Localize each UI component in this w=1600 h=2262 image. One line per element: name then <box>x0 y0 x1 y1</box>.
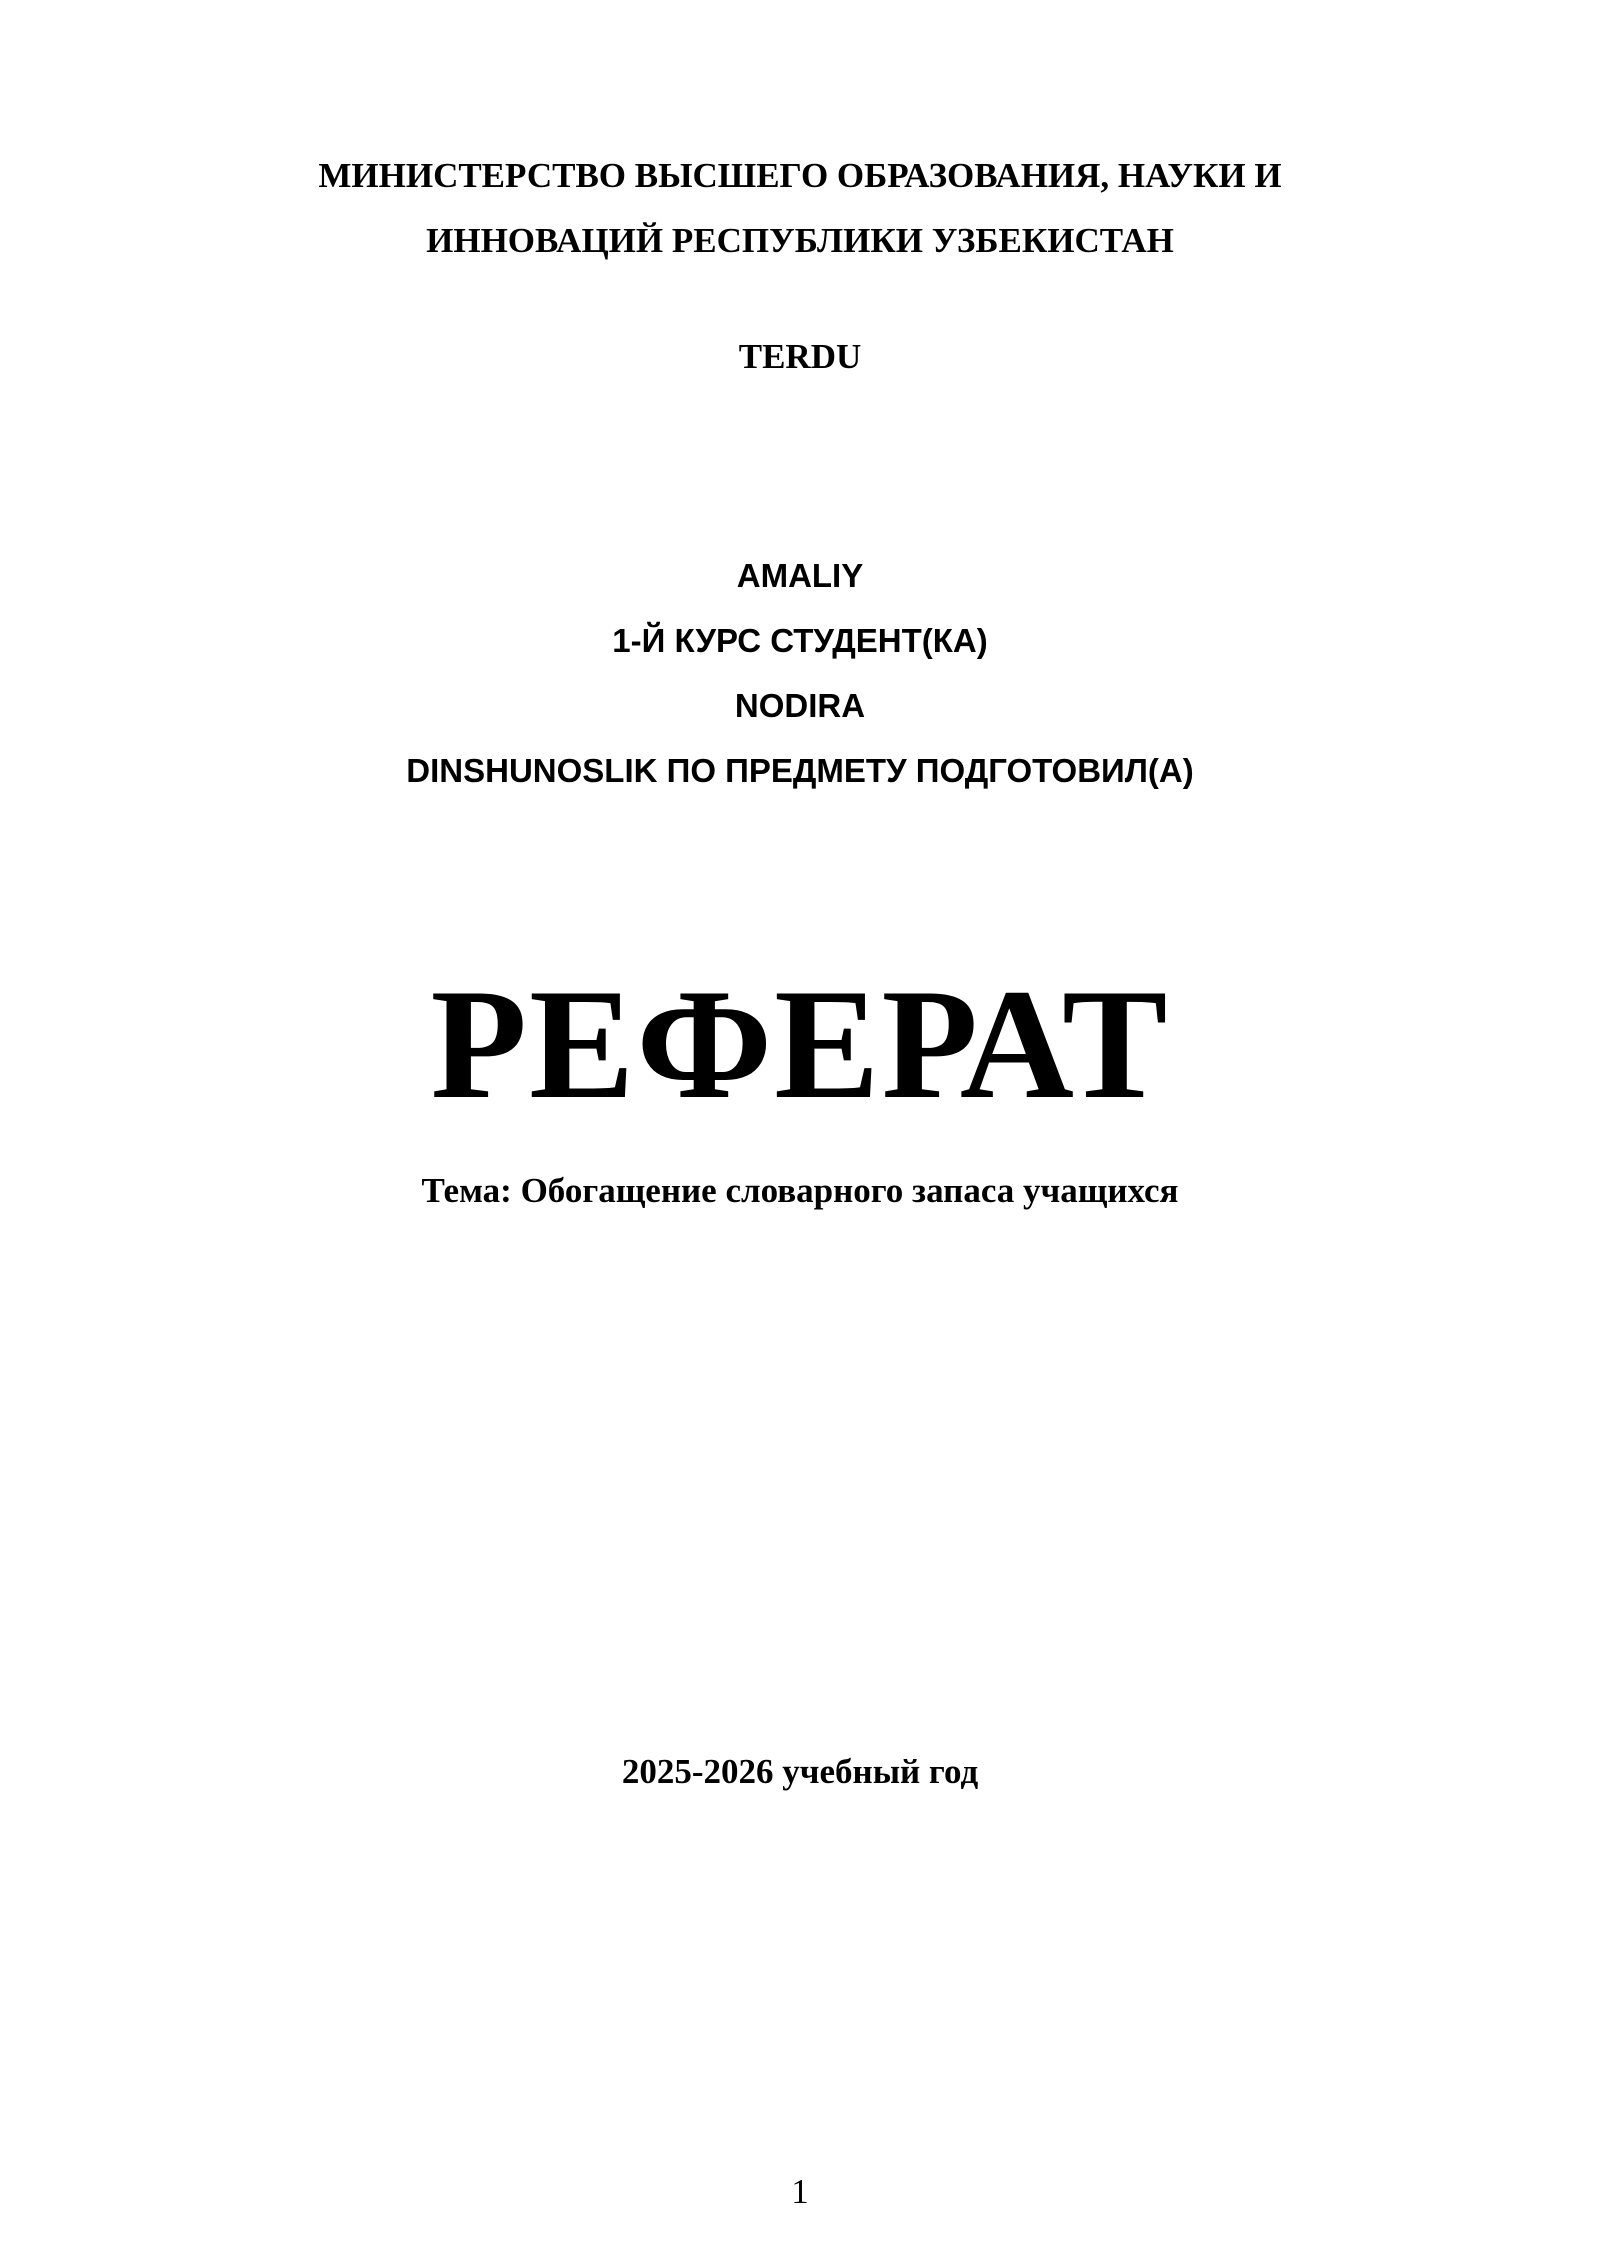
subject-line: DINSHUNOSLIK ПО ПРЕДМЕТУ ПОДГОТОВИЛ(А) <box>406 752 1194 789</box>
academic-year: 2025-2026 учебный год <box>621 1752 979 1791</box>
document-title: РЕФЕРАТ <box>430 957 1170 1132</box>
ministry-title-line1: МИНИСТЕРСТВО ВЫСШЕГО ОБРАЗОВАНИЯ, НАУКИ И <box>318 156 1282 195</box>
work-type-label: AMALIY <box>736 557 864 594</box>
ministry-title-line2: ИННОВАЦИЙ РЕСПУБЛИКИ УЗБЕКИСТАН <box>426 221 1174 260</box>
topic-line: Тема: Обогащение словарного запаса учащихся <box>421 1171 1179 1210</box>
student-name: NODIRA <box>734 687 866 724</box>
course-label: 1-Й КУРС СТУДЕНТ(КА) <box>612 622 988 659</box>
page-number: 1 <box>791 2172 809 2211</box>
university-name: TERDU <box>738 337 862 376</box>
